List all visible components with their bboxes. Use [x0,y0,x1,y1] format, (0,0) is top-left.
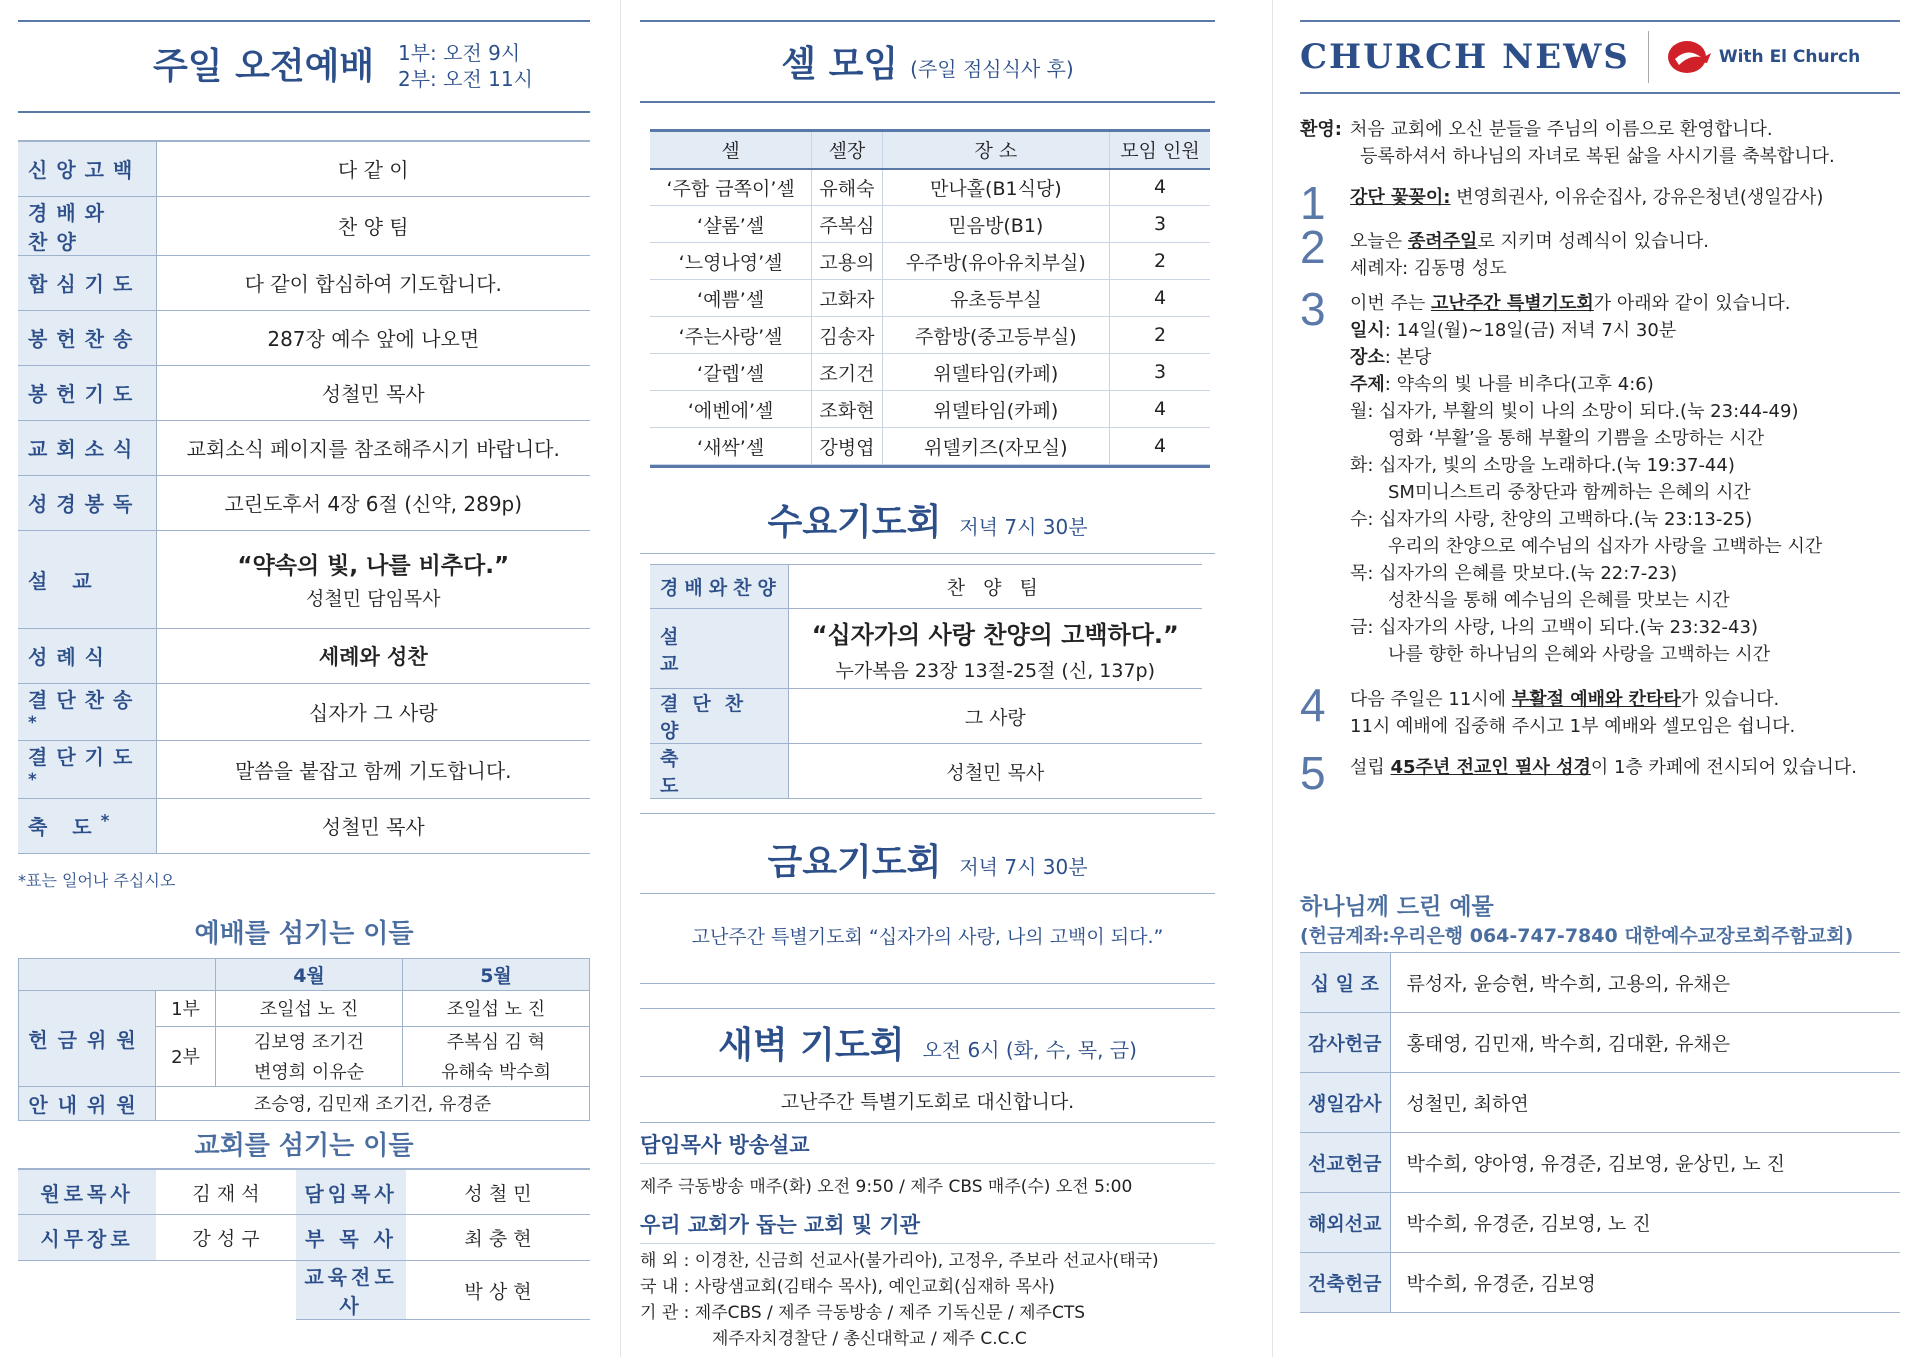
welcome-line-1: 처음 교회에 오신 분들을 주님의 이름으로 환영합니다. [1350,119,1773,140]
order-label [18,683,156,741]
cell-value: 만나홀(B1식당) [882,169,1109,206]
worship-order-table [18,140,590,854]
cell-value: 3 [1110,354,1210,391]
support-list [640,1248,1215,1352]
offering-type: 감사헌금 [1300,1013,1390,1073]
staff-label: 담임목사 [296,1169,406,1215]
order-label: 성경봉독 [18,475,156,530]
cell-value: 4 [1110,169,1210,206]
sermon-title: “약속의 빛, 나를 비추다.” [237,553,510,579]
wednesday-header [640,494,1215,545]
broadcast-text: 제주 극동방송 매주(화) 오전 9:50 / 제주 CBS 매주(수) 오전 5:00 [640,1177,1133,1197]
staff-row [18,1169,590,1215]
cell-value: ‘에벤에’셀 [650,391,812,428]
wed-bless-value: 성철민 목사 [788,744,1202,799]
offering-names: 박수희, 유경준, 김보영, 노 진 [1390,1193,1900,1253]
cell-value: ‘샬롬’셀 [650,206,812,243]
offering-type: 선교헌금 [1300,1133,1390,1193]
servers-table [18,958,590,1121]
cell-table [650,129,1210,465]
wed-sermon-cell [788,609,1202,689]
wednesday-table [650,564,1202,799]
cell-value: 강병엽 [812,428,882,465]
page-title: 주일 오전예배 [153,46,375,87]
cell-2-may-line2: 유해숙 박수희 [440,1062,552,1084]
dawn-time: 오전 6시 (화, 수, 목, 금) [922,1038,1137,1062]
cell-header: 모임 인원 [1110,131,1210,169]
cell-value: 우주방(유아유치부실) [882,243,1109,280]
staff-name [156,1261,296,1320]
cell-row [650,391,1210,428]
order-value: 교회소식 페이지를 참조해주시기 바랍니다. [156,420,590,475]
stand-mark: * [28,770,46,790]
daily-line: 영화 ‘부활’을 통해 부활의 기쁨을 소망하는 시간 [1388,428,1765,449]
friday-header [640,834,1215,885]
news-number: 3 [1300,283,1326,335]
wednesday-title: 수요기도회 [767,502,942,543]
order-label: 교회소식 [18,420,156,475]
order-label [18,628,156,683]
cell-value: 조기건 [812,354,882,391]
support-abroad: 해 외 : 이경찬, 신금희 선교사(불가리아), 고정우, 주보라 선교사(태국) [640,1251,1159,1271]
order-label: 설 교 [18,530,156,628]
news-3-theme-label: 주제 [1350,374,1385,395]
order-value: 다 같이 합심하여 기도합니다. [156,255,590,310]
order-label: 합심기도 [18,255,156,310]
cell-value: 유초등부실 [882,280,1109,317]
news-number: 1 [1300,177,1326,229]
wed-label: 결단찬양 [650,689,788,744]
offering-names: 성철민, 최하연 [1390,1073,1900,1133]
usher-label: 안내위원 [19,1086,156,1120]
offering-type: 해외선교 [1300,1193,1390,1253]
news-4-text-a: 다음 주일은 11시에 [1350,689,1512,710]
order-label [18,741,156,799]
cell-header: 셀 [650,131,812,169]
cell-value: 믿음방(B1) [882,206,1109,243]
support-title: 우리 교회가 돕는 교회 및 기관 [640,1213,920,1237]
cell-2-april [216,1026,403,1086]
order-row [18,365,590,420]
stand-mark: * [28,712,46,732]
staff-row [18,1215,590,1261]
meetings-column [640,0,1215,1357]
cell-row [650,280,1210,317]
church-staff-table [18,1168,590,1321]
sermon-preacher: 성철민 담임목사 [305,588,441,610]
cell-header: 장 소 [882,131,1109,169]
news-5-highlight: 45주년 전교인 필사 성경 [1390,757,1591,778]
news-3-place: : 본당 [1384,347,1432,368]
order-value: 십자가 그 사랑 [156,683,590,741]
support-org-1: 기 관 : 제주CBS / 제주 극동방송 / 제주 기독신문 / 제주CTS [640,1303,1086,1323]
news-1-text: 변영희권사, 이유순집사, 강유은청년(생일감사) [1450,187,1824,208]
offering-row [1300,1133,1900,1193]
order-value: 세례와 성찬 [156,628,590,683]
news-5-text-b: 이 1층 카페에 전시되어 있습니다. [1590,757,1857,778]
cell-value: 4 [1110,280,1210,317]
daily-line: 우리의 찬양으로 예수님의 십자가 사랑을 고백하는 시간 [1388,536,1823,557]
welcome-line-2: 등록하셔서 하나님의 자녀로 복된 삶을 사시기를 축복합니다. [1360,146,1835,167]
offering-row [1300,1253,1900,1313]
wed-label: 축 도 [650,744,788,799]
service-time-2: 2부: 오전 11시 [398,67,533,91]
offering-row [1300,1073,1900,1133]
offering-names: 박수희, 유경준, 김보영 [1390,1253,1900,1313]
news-header [1300,22,1900,92]
order-row [18,141,590,196]
daily-line: 월: 십자가, 부활의 빛이 나의 소망이 되다.(눅 23:44-49) [1350,401,1799,422]
service-2: 2부 [156,1026,216,1086]
news-number: 5 [1300,747,1326,799]
news-1-highlight: 강단 꽃꽂이: [1350,187,1451,208]
cell-value: 3 [1110,206,1210,243]
wed-praise-value: 찬 양 팀 [788,565,1202,609]
cell-value: 2 [1110,317,1210,354]
friday-time: 저녁 7시 30분 [959,855,1088,879]
staff-name: 최 충 현 [406,1215,590,1261]
staff-label: 교육전도사 [296,1261,406,1320]
logo-text: With El Church [1718,47,1861,67]
cell-value: 위델키즈(자모실) [882,428,1109,465]
order-label: 봉헌찬송 [18,310,156,365]
news-column [1300,0,1900,1357]
news-2-highlight: 종려주일 [1407,231,1478,252]
welcome-item [1300,116,1900,170]
order-row [18,741,590,799]
news-number: 4 [1300,679,1326,731]
offerings-account: (헌금계좌:우리은행 064-747-7840 대한예수교장로회주함교회) [1300,925,1854,947]
order-label: 신앙고백 [18,141,156,196]
order-label: 봉헌기도 [18,365,156,420]
cell-meeting-title: 셀 모임 [781,44,899,85]
cell-value: 주복심 [812,206,882,243]
worship-column [18,0,590,1357]
news-3-text-a: 이번 주는 [1350,293,1431,314]
news-3-date: : 14일(월)~18일(금) 저녁 7시 30분 [1384,320,1677,341]
order-row [18,798,590,853]
news-2-text-a: 오늘은 [1350,231,1408,252]
news-3-theme: : 약속의 빛 나를 비추다(고후 4:6) [1384,374,1654,395]
news-4-highlight: 부활절 예배와 칸타타 [1511,689,1681,710]
cell-value: 조화현 [812,391,882,428]
cell-row [650,428,1210,465]
order-row [18,683,590,741]
cell-value: 주함방(중고등부실) [882,317,1109,354]
cell-row [650,169,1210,206]
cell-value: ‘느영나영’셀 [650,243,812,280]
staff-name: 박 상 현 [406,1261,590,1320]
cell-value: 고화자 [812,280,882,317]
cell-row [650,354,1210,391]
service-time-1: 1부: 오전 9시 [398,41,521,65]
cell-row [650,206,1210,243]
dawn-header [640,1017,1215,1068]
standing-note: *표는 일어나 주십시오 [18,870,176,890]
support-domestic: 국 내 : 사랑샘교회(김태수 목사), 예인교회(심재하 목사) [640,1277,1055,1297]
order-label-text: 결단찬송 [28,687,142,712]
news-number: 2 [1300,221,1326,273]
offering-names: 홍태영, 김민재, 박수희, 김대환, 유채은 [1390,1013,1900,1073]
order-label-text: 축 도 [28,815,101,840]
daily-schedule [1350,398,1900,668]
news-3-highlight: 고난주간 특별기도회 [1431,293,1594,314]
news-title: CHURCH NEWS [1300,37,1630,77]
news-4-note: 11시 예배에 집중해 주시고 1부 예배와 셀모임은 쉽니다. [1350,716,1796,737]
wed-hymn-value: 그 사랑 [788,689,1202,744]
daily-line: 나를 향한 하나님의 은혜와 사랑을 고백하는 시간 [1388,644,1771,665]
offerings-title: 하나님께 드린 예물 [1300,894,1494,920]
service-1: 1부 [156,990,216,1026]
order-value: 고린도후서 4장 6절 (신약, 289p) [156,475,590,530]
order-value: 성철민 목사 [156,365,590,420]
news-item-3 [1300,283,1900,668]
news-3-text-b: 가 아래와 같이 있습니다. [1593,293,1791,314]
support-org-2: 제주자치경찰단 / 총신대학교 / 제주 C.C.C [712,1329,1027,1349]
order-value: 말씀을 붙잡고 함께 기도합니다. [156,741,590,799]
order-label [18,798,156,853]
staff-label [18,1261,156,1320]
offering-type: 십 일 조 [1300,953,1390,1013]
cell-2-april-line2: 변영희 이유순 [253,1062,365,1084]
order-row [18,255,590,310]
dawn-title: 새벽 기도회 [718,1025,905,1066]
cell-value: 유해숙 [812,169,882,206]
offering-type: 생일감사 [1300,1073,1390,1133]
offerings-section [1300,888,1900,1313]
news-4-text-b: 가 있습니다. [1680,689,1780,710]
news-2-text-b: 로 지키며 성례식이 있습니다. [1477,231,1709,252]
news-2-baptism: 세례자: 김동명 성도 [1350,258,1507,279]
offering-committee-label: 헌금위원 [19,990,156,1086]
broadcast-title: 담임목사 방송설교 [640,1133,810,1157]
news-item-2 [1300,221,1900,282]
cell-value: 위델타임(카페) [882,354,1109,391]
cell-value: 4 [1110,428,1210,465]
offerings-table [1300,952,1900,1313]
cell-value: 위델타임(카페) [882,391,1109,428]
service-times [398,40,533,92]
church-logo [1667,39,1860,75]
order-value: 찬 양 팀 [156,196,590,255]
order-row [18,196,590,255]
order-label: 경배와 찬양 [18,196,156,255]
wed-sermon-scripture: 누가복음 23장 13절-25절 (신, 137p) [835,659,1156,682]
cell-2-april-line1: 김보영 조기건 [253,1032,365,1054]
month-may: 5월 [403,958,590,990]
sunday-worship-header [18,20,590,118]
daily-line: SM미니스트리 중창단과 함께하는 은혜의 시간 [1388,482,1751,503]
order-value: 다 같 이 [156,141,590,196]
wed-sermon-title: “십자가의 사랑 찬양의 고백하다.” [811,620,1179,649]
order-row [18,310,590,365]
news-3-date-label: 일시 [1350,320,1385,341]
church-servers-title: 교회를 섬기는 이들 [194,1130,414,1161]
order-label-text: 성례식 [28,645,113,669]
daily-line: 수: 십자가의 사랑, 찬양의 고백하다.(눅 23:13-25) [1350,509,1753,530]
daily-line: 화: 십자가, 빛의 소망을 노래하다.(눅 19:37-44) [1350,455,1735,476]
servers-title: 예배를 섬기는 이들 [194,918,414,949]
offering-type: 건축헌금 [1300,1253,1390,1313]
cell-1-may: 조일섭 노 진 [403,990,590,1026]
wed-label: 설 교 [650,609,788,689]
news-item-1 [1300,177,1900,229]
offering-row [1300,953,1900,1013]
daily-line: 성찬식을 통해 예수님의 은혜를 맛보는 시간 [1388,590,1730,611]
friday-text: 고난주간 특별기도회 “십자가의 사랑, 나의 고백이 되다.” [691,926,1164,948]
order-value: 성철민 목사 [156,798,590,853]
daily-line: 목: 십자가의 은혜를 맛보다.(눅 22:7-23) [1350,563,1678,584]
staff-label: 원로목사 [18,1169,156,1215]
cell-value: ‘주는사랑’셀 [650,317,812,354]
stand-mark: * [100,811,119,831]
offering-names: 박수희, 양아영, 유경준, 김보영, 윤상민, 노 진 [1390,1133,1900,1193]
cell-row [650,317,1210,354]
welcome-label: 환영: [1300,119,1342,140]
daily-line: 금: 십자가의 사랑, 나의 고백이 되다.(눅 23:32-43) [1350,617,1758,638]
staff-label: 부 목 사 [296,1215,406,1261]
cell-value: 2 [1110,243,1210,280]
sermon-cell [156,530,590,628]
month-april: 4월 [216,958,403,990]
order-value: 287장 예수 앞에 나오면 [156,310,590,365]
news-item-4 [1300,679,1900,740]
order-row [18,628,590,683]
cell-value: ‘예쁨’셀 [650,280,812,317]
news-item-5 [1300,747,1900,799]
news-5-text-a: 설립 [1350,757,1391,778]
cell-value: 4 [1110,391,1210,428]
cell-value: 김송자 [812,317,882,354]
offering-row [1300,1013,1900,1073]
cell-value: ‘갈렙’셀 [650,354,812,391]
offering-row [1300,1193,1900,1253]
wed-label: 경배와찬양 [650,565,788,609]
offering-names: 류성자, 윤승현, 박수희, 고용의, 유채은 [1390,953,1900,1013]
staff-name: 성 철 민 [406,1169,590,1215]
order-row [18,420,590,475]
cell-meeting-subtitle: (주일 점심식사 후) [910,57,1074,81]
cell-value: 고용의 [812,243,882,280]
staff-name: 강 성 구 [156,1215,296,1261]
cell-2-may-line1: 주복심 김 혁 [446,1032,546,1054]
cell-1-april: 조일섭 노 진 [216,990,403,1026]
staff-name: 김 재 석 [156,1169,296,1215]
cell-value: ‘새싹’셀 [650,428,812,465]
order-label-text: 결단기도 [28,745,142,770]
news-body [1300,116,1900,799]
cell-header: 셀장 [812,131,882,169]
wednesday-time: 저녁 7시 30분 [959,515,1088,539]
cell-value: ‘주함 금쪽이’셀 [650,169,812,206]
friday-title: 금요기도회 [767,842,942,883]
cell-row [650,243,1210,280]
order-row [18,475,590,530]
news-3-place-label: 장소 [1350,347,1385,368]
cell-meeting-header [640,36,1215,87]
staff-label: 시무장로 [18,1215,156,1261]
dawn-text: 고난주간 특별기도회로 대신합니다. [780,1091,1075,1113]
staff-row [18,1261,590,1320]
usher-names: 조승영, 김민재 조기건, 유경준 [156,1086,590,1120]
cell-2-may [403,1026,590,1086]
logo-icon [1667,39,1713,75]
